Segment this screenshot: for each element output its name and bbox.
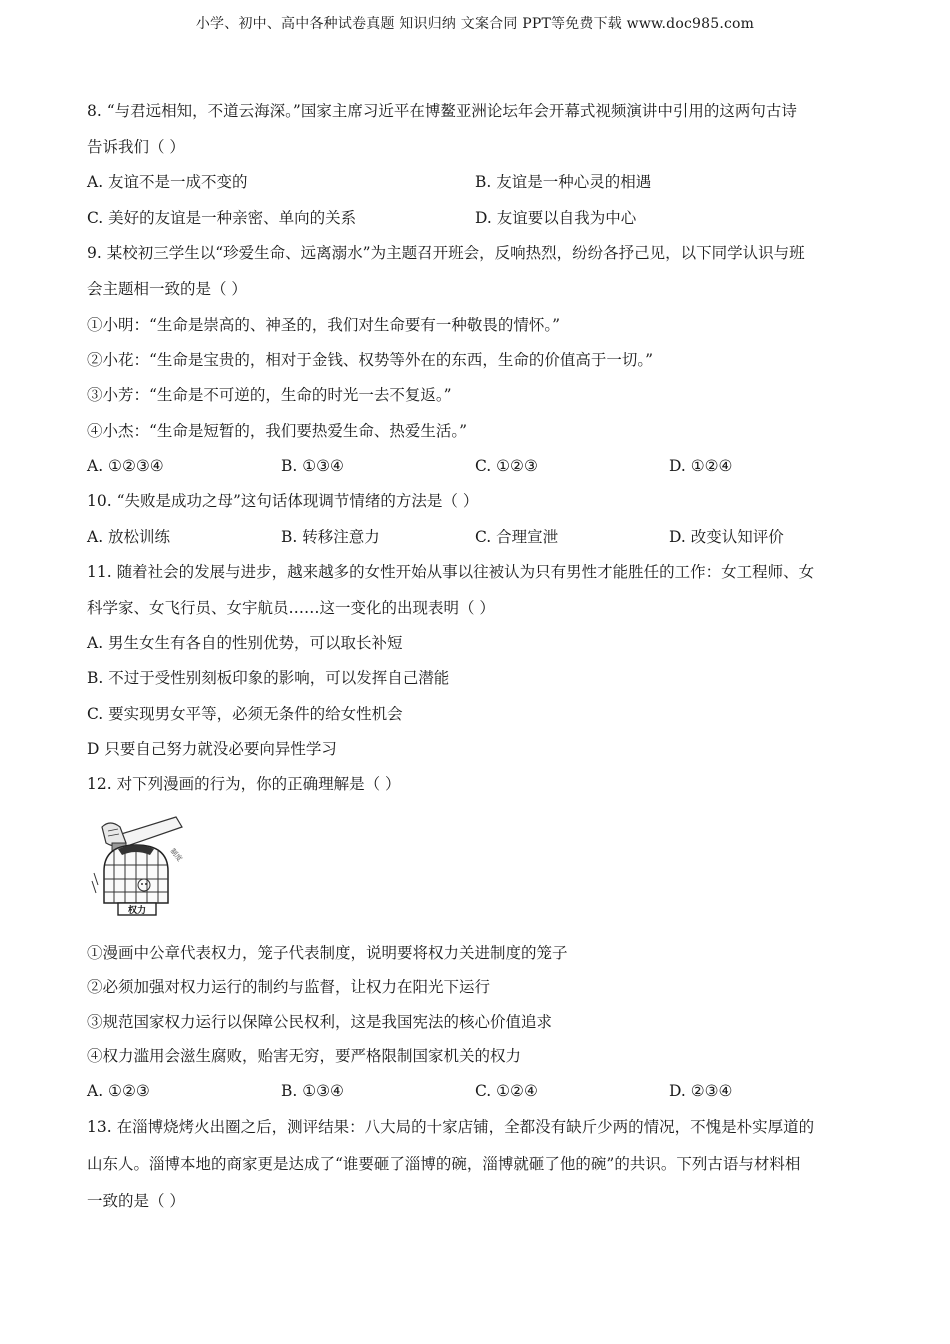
q12-option-d: D. ②③④ <box>669 1082 733 1100</box>
cartoon-side-label: 制度 <box>168 847 184 864</box>
q10-stem: 10. “失败是成功之母”这句话体现调节情绪的方法是（ ） <box>87 492 479 510</box>
q13-stem-line2: 山东人。淄博本地的商家更是达成了“谁要砸了淄博的碗，淄博就砸了他的碗”的共识。下列古语与材料相 <box>87 1155 801 1173</box>
q12-option-b: B. ①③④ <box>281 1082 344 1100</box>
q9-option-d: D. ①②④ <box>669 457 733 475</box>
q10-option-d: D. 改变认知评价 <box>669 528 784 546</box>
q9-statement-3: ③小芳：“生命是不可逆的，生命的时光一去不复返。” <box>87 386 452 404</box>
cartoon-base-label: 权力 <box>127 906 147 916</box>
q12-statement-1: ①漫画中公章代表权力，笼子代表制度，说明要将权力关进制度的笼子 <box>87 944 568 962</box>
q9-option-b: B. ①③④ <box>281 457 344 475</box>
q13-stem-line1: 13. 在淄博烧烤火出圈之后，测评结果：八大局的十家店铺，全都没有缺斤少两的情况，不愧是朴实厚道的 <box>87 1118 815 1136</box>
q11-option-b: B. 不过于受性别刻板印象的影响，可以发挥自己潜能 <box>87 669 450 687</box>
q9-stem-line1: 9. 某校初三学生以“珍爱生命、远离溺水”为主题召开班会，反响热烈，纷纷各抒己见，以下同学认识与班 <box>87 244 805 262</box>
q10-option-c: C. 合理宣泄 <box>475 528 559 546</box>
q12-statement-3: ③规范国家权力运行以保障公民权利，这是我国宪法的核心价值追求 <box>87 1013 553 1031</box>
cartoon-power-cage-image <box>88 813 188 919</box>
q9-statement-2: ②小花：“生命是宝贵的，相对于金钱、权势等外在的东西，生命的价值高于一切。” <box>87 351 654 369</box>
q13-stem-line3: 一致的是（ ） <box>87 1192 185 1210</box>
q9-option-c: C. ①②③ <box>475 457 538 475</box>
page-header: 小学、初中、高中各种试卷真题 知识归纳 文案合同 PPT等免费下载 www.doc985.com <box>195 16 755 32</box>
q9-stem-line2: 会主题相一致的是（ ） <box>87 280 247 298</box>
q8-option-a: A. 友谊不是一成不变的 <box>87 173 248 191</box>
q12-option-c: C. ①②④ <box>475 1082 538 1100</box>
q8-stem-line1: 8. “与君远相知，不道云海深。”国家主席习近平在博鳌亚洲论坛年会开幕式视频演讲中引用的这两句古诗 <box>87 102 797 120</box>
q11-stem-line1: 11. 随着社会的发展与进步，越来越多的女性开始从事以往被认为只有男性才能胜任的工作：女工程师、女 <box>87 563 815 581</box>
q8-option-d: D. 友谊要以自我为中心 <box>475 209 637 227</box>
q10-option-b: B. 转移注意力 <box>281 528 380 546</box>
q9-statement-4: ④小杰：“生命是短暂的，我们要热爱生命、热爱生活。” <box>87 422 468 440</box>
q9-option-a: A. ①②③④ <box>87 457 164 475</box>
q11-option-a: A. 男生女生有各自的性别优势，可以取长补短 <box>87 634 403 652</box>
q12-option-a: A. ①②③ <box>87 1082 150 1100</box>
q9-statement-1: ①小明：“生命是崇高的、神圣的，我们对生命要有一种敬畏的情怀。” <box>87 316 561 334</box>
q8-option-c: C. 美好的友谊是一种亲密、单向的关系 <box>87 209 357 227</box>
q8-stem-line2: 告诉我们（ ） <box>87 138 185 156</box>
q12-stem: 12. 对下列漫画的行为，你的正确理解是（ ） <box>87 775 401 793</box>
q11-option-c: C. 要实现男女平等，必须无条件的给女性机会 <box>87 705 403 723</box>
q11-option-d: D 只要自己努力就没必要向异性学习 <box>87 740 337 758</box>
q11-stem-line2: 科学家、女飞行员、女宇航员……这一变化的出现表明（ ） <box>87 599 495 617</box>
q8-option-b: B. 友谊是一种心灵的相遇 <box>475 173 652 191</box>
q10-option-a: A. 放松训练 <box>87 528 171 546</box>
q12-statement-2: ②必须加强对权力运行的制约与监督，让权力在阳光下运行 <box>87 978 491 996</box>
q12-statement-4: ④权力滥用会滋生腐败，贻害无穷，要严格限制国家机关的权力 <box>87 1047 522 1065</box>
